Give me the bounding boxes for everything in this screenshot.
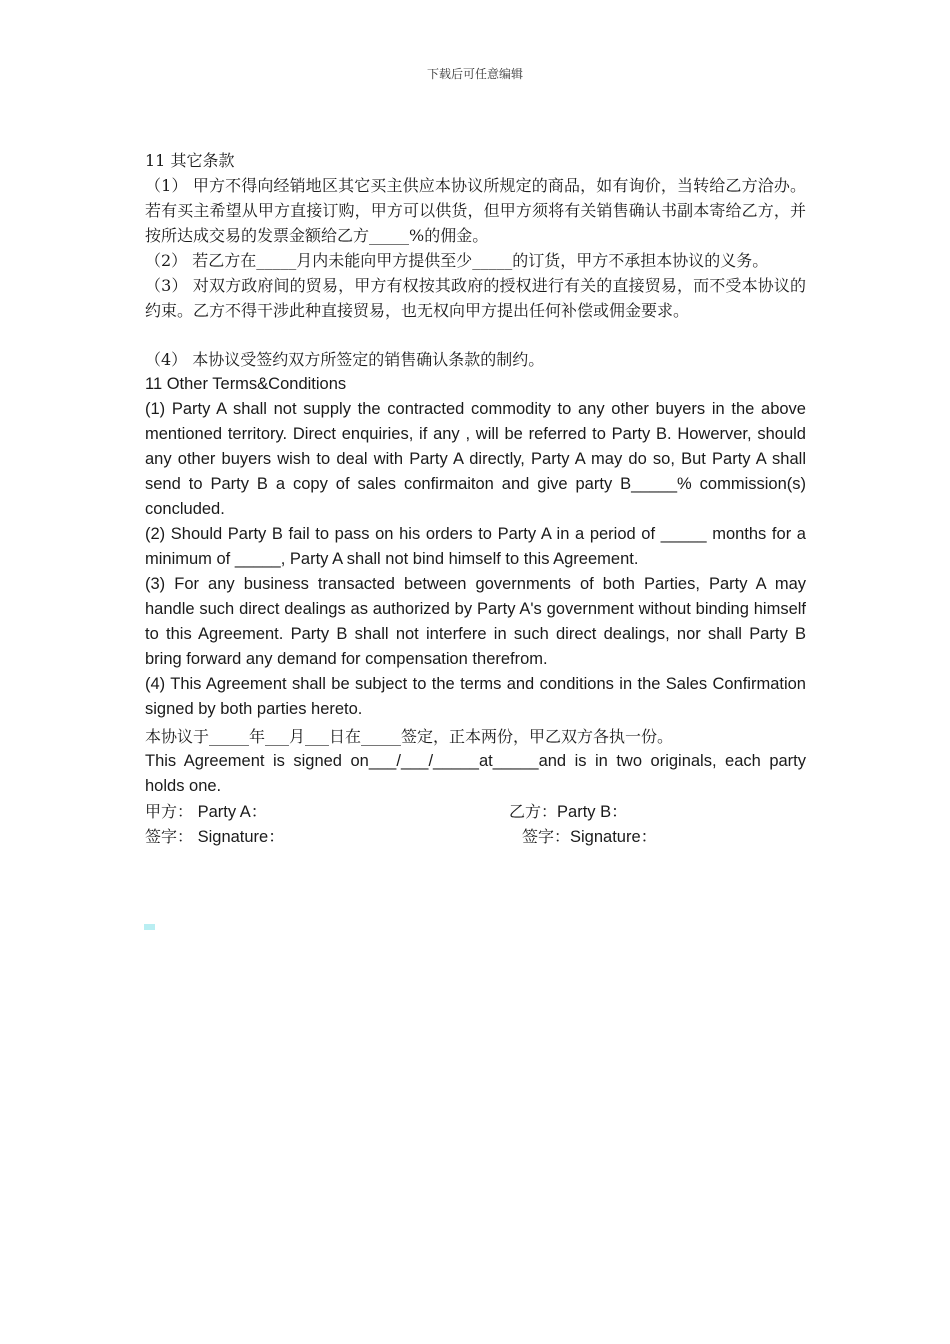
agreement-body (145, 148, 806, 849)
en-clause-4: (4) This Agreement shall be subject to the terms and conditions in the Sales Confirmation signed by both parties hereto. (145, 675, 806, 718)
zh-section-title: 11 其它条款 (145, 151, 235, 170)
zh-clause-3: （3） 对双方政府间的贸易，甲方有权按其政府的授权进行有关的直接贸易，而不受本协议的约束。乙方不得干涉此种直接贸易，也无权向甲方提出任何补偿或佣金要求。 (145, 276, 806, 320)
signing-date-zh: 本协议于_____年___月___日在_____签定，正本两份，甲乙双方各执一份。 (145, 727, 674, 746)
en-clause-1: (1) Party A shall not supply the contracted commodity to any other buyers in the above mentioned territory. Direct enquiries, if any , will be referred to Party B. Howerver, should any other buyers wish to deal with Party A directly, Party A may do so, But Party A shall send to Party B a copy of sales confirmaiton and give party B_____% commission(s) concluded. (145, 400, 806, 518)
zh-clause-4: （4） 本协议受签约双方所签定的销售确认条款的制约。 (145, 350, 545, 369)
en-clause-3: (3) For any business transacted between governments of both Parties, Party A may handle such direct dealings as authorized by Party A's government without binding himself to this Agreement. Party B shall not interfere in such direct dealings, nor shall Party B bring forward any demand for compensation therefrom. (145, 575, 806, 668)
signing-date-en: This Agreement is signed on___/___/_____at_____and is in two originals, each party holds one. (145, 752, 806, 795)
header-note: 下载后可任意编辑 (426, 67, 523, 81)
en-section-title: 11 Other Terms&Conditions (145, 375, 347, 393)
party-a-label (145, 799, 267, 825)
signature-b-label (522, 824, 657, 850)
en-clause-2: (2) Should Party B fail to pass on his orders to Party A in a period of _____ months for a minimum of _____, Party A shall not bind himself to this Agreement. (145, 525, 806, 568)
signature-a-label (145, 824, 285, 850)
signature-b-label-en: Signature： (570, 828, 658, 846)
party-b-label-zh: 乙方： (509, 802, 558, 821)
party-a-label-en: Party A： (193, 803, 268, 821)
party-b-label (509, 799, 628, 825)
highlight-marker (144, 924, 155, 930)
zh-clause-2: （2） 若乙方在_____月内未能向甲方提供至少_____的订货，甲方不承担本协议的义务。 (145, 251, 769, 270)
party-row (145, 799, 806, 824)
zh-clause-1: （1） 甲方不得向经销地区其它买主供应本协议所规定的商品，如有询价，当转给乙方洽办。若有买主希望从甲方直接订购，甲方可以供货，但甲方须将有关销售确认书副本寄给乙方，并按所达成交易的发票金额给乙方_____%的佣金。 (145, 176, 806, 245)
signature-b-label-zh: 签字： (522, 827, 571, 846)
party-a-label-zh: 甲方： (145, 802, 194, 821)
party-b-label-en: Party B： (557, 803, 628, 821)
spacer (145, 323, 806, 347)
signature-a-label-en: Signature： (193, 828, 285, 846)
signature-a-label-zh: 签字： (145, 827, 194, 846)
signature-row (145, 824, 806, 849)
